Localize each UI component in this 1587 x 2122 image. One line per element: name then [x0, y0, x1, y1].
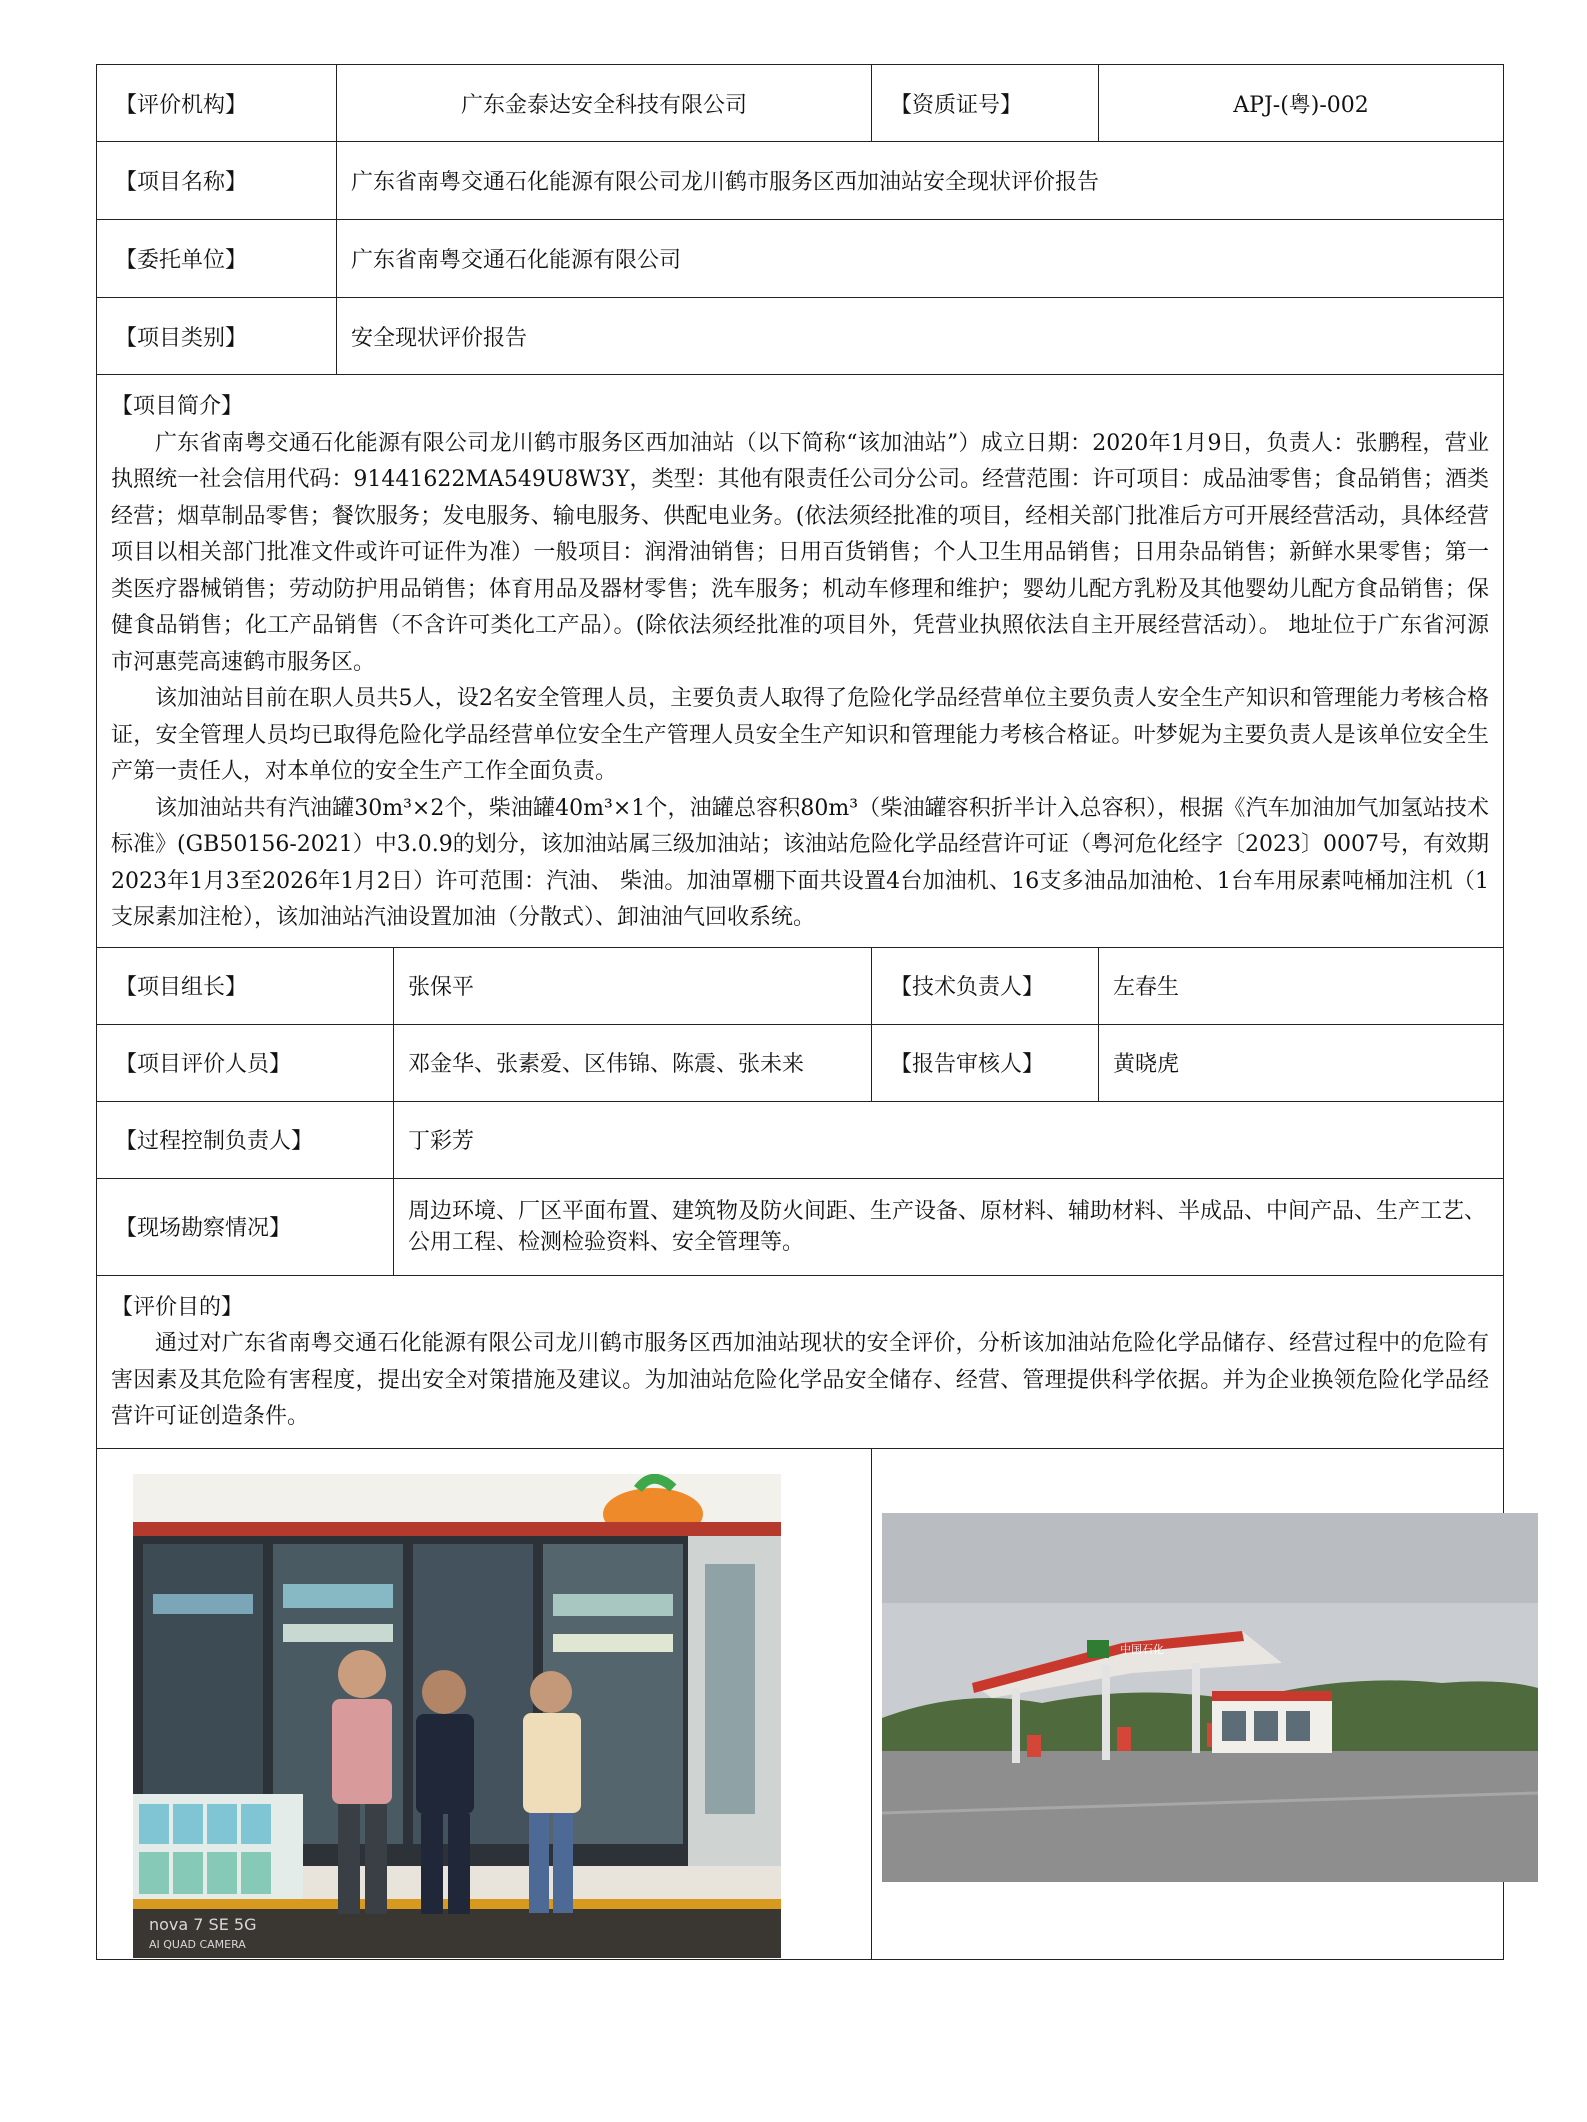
- cert-label: 【资质证号】: [872, 65, 1099, 142]
- canopy-brand-text: 中国石化: [1120, 1642, 1165, 1656]
- row-intro: [97, 375, 1504, 948]
- org-value: 广东金泰达安全科技有限公司: [337, 65, 872, 142]
- purpose-title: 【评价目的】: [111, 1294, 244, 1320]
- photo-cell-left: [97, 1448, 872, 1959]
- photo-cell-right: [872, 1448, 1504, 1959]
- photo-staff-at-store: [133, 1474, 781, 1958]
- tech-label: 【技术负责人】: [872, 947, 1099, 1024]
- survey-value: 周边环境、厂区平面布置、建筑物及防火间距、生产设备、原材料、辅助材料、半成品、中间产品、生产工艺、公用工程、检测检验资料、安全管理等。: [394, 1178, 1504, 1275]
- purpose-cell: [97, 1275, 1504, 1448]
- review-label: 【报告审核人】: [872, 1024, 1099, 1101]
- intro-title: 【项目简介】: [111, 394, 244, 419]
- row-project-name: [97, 142, 1504, 220]
- row-process: [97, 1101, 1504, 1178]
- process-label: 【过程控制负责人】: [97, 1101, 394, 1178]
- row-client: [97, 220, 1504, 298]
- row-project-type: [97, 298, 1504, 375]
- row-purpose: [97, 1275, 1504, 1448]
- intro-paragraph-2: 该加油站目前在职人员共5人，设2名安全管理人员，主要负责人取得了危险化学品经营单位主要负责人安全生产知识和管理能力考核合格证，安全管理人员均已取得危险化学品经营单位安全生产管理人员安全生产知识和管理能力考核合格证。叶梦妮为主要负责人是该单位安全生产第一责任人，对本单位的安全生产工作全面负责。: [111, 686, 1490, 784]
- report-sheet: [96, 64, 1503, 1960]
- leader-label: 【项目组长】: [97, 947, 394, 1024]
- camera-watermark-line1: nova 7 SE 5G: [149, 1914, 257, 1934]
- photo-gas-station: [882, 1513, 1538, 1882]
- cert-value: APJ-(粤)-002: [1099, 65, 1504, 142]
- row-staff: [97, 1024, 1504, 1101]
- client-value: 广东省南粤交通石化能源有限公司: [337, 220, 1504, 298]
- row-photos: [97, 1448, 1504, 1959]
- process-value: 丁彩芳: [394, 1101, 1504, 1178]
- leader-value: 张保平: [394, 947, 872, 1024]
- intro-paragraph-1: 广东省南粤交通石化能源有限公司龙川鹤市服务区西加油站（以下简称“该加油站”）成立日期：2020年1月9日，负责人：张鹏程，营业执照统一社会信用代码：91441622MA549U8W3Y，类型：其他有限责任公司分公司。经营范围：许可项目：成品油零售；食品销售；酒类经营；烟草制品零售；餐饮服务；发电服务、输电服务、供配电业务。(依法须经批准的项目，经相关部门批准后方可开展经营活动，具体经营项目以相关部门批准文件或许可证件为准）一般项目：润滑油销售；日用百货销售；个人卫生用品销售；日用杂品销售；新鲜水果零售；第一类医疗器械销售；劳动防护用品销售；体育用品及器材零售；洗车服务；机动车修理和维护；婴幼儿配方乳粉及其他婴幼儿配方食品销售；保健食品销售；化工产品销售（不含许可类化工产品）。(除依法须经批准的项目外，凭营业执照依法自主开展经营活动）。 地址位于广东省河源市河惠莞高速鹤市服务区。: [111, 430, 1490, 675]
- staff-label: 【项目评价人员】: [97, 1024, 394, 1101]
- project-name-value: 广东省南粤交通石化能源有限公司龙川鹤市服务区西加油站安全现状评价报告: [337, 142, 1504, 220]
- review-value: 黄晓虎: [1099, 1024, 1504, 1101]
- intro-cell: [97, 375, 1504, 948]
- camera-watermark-line2: AI QUAD CAMERA: [149, 1937, 246, 1951]
- info-table: [96, 64, 1504, 1960]
- project-name-label: 【项目名称】: [97, 142, 337, 220]
- purpose-text: 通过对广东省南粤交通石化能源有限公司龙川鹤市服务区西加油站现状的安全评价，分析该加油站危险化学品储存、经营过程中的危险有害因素及其危险有害程度，提出安全对策措施及建议。为加油站危险化学品安全储存、经营、管理提供科学依据。并为企业换领危险化学品经营许可证创造条件。: [111, 1331, 1490, 1429]
- intro-paragraph-3: 该加油站共有汽油罐30m³×2个，柴油罐40m³×1个，油罐总容积80m³（柴油罐容积折半计入总容积），根据《汽车加油加气加氢站技术标准》(GB50156-2021）中3.0.9的划分，该加油站属三级加油站；该油站危险化学品经营许可证（粤河危化经字〔2023〕0007号，有效期2023年1月3至2026年1月2日）许可范围：汽油、 柴油。加油罩棚下面共设置4台加油机、16支多油品加油枪、1台车用尿素吨桶加注机（1支尿素加注枪），该加油站汽油设置加油（分散式）、卸油油气回收系统。: [111, 795, 1490, 930]
- row-org: [97, 65, 1504, 142]
- staff-value: 邓金华、张素爱、区伟锦、陈震、张未来: [394, 1024, 872, 1101]
- tech-value: 左春生: [1099, 947, 1504, 1024]
- client-label: 【委托单位】: [97, 220, 337, 298]
- row-leader: [97, 947, 1504, 1024]
- project-type-value: 安全现状评价报告: [337, 298, 1504, 375]
- project-type-label: 【项目类别】: [97, 298, 337, 375]
- row-survey: [97, 1178, 1504, 1275]
- survey-label: 【现场勘察情况】: [97, 1178, 394, 1275]
- org-label: 【评价机构】: [97, 65, 337, 142]
